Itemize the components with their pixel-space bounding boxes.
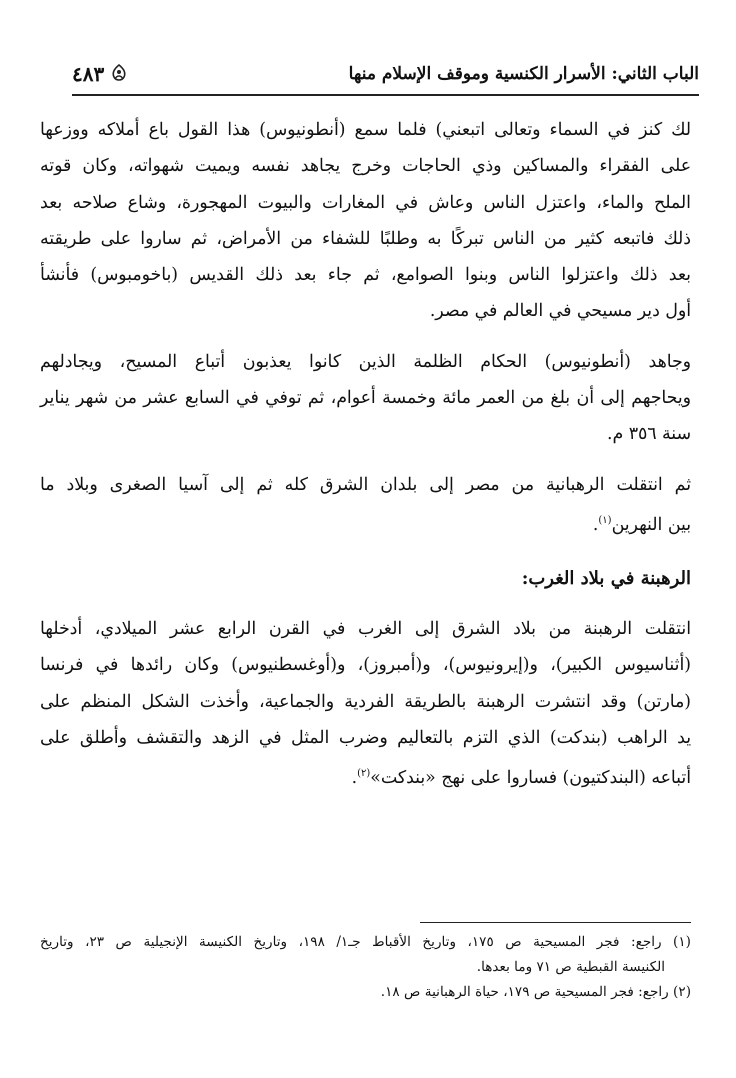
text-line: سنة ٣٥٦ م.	[607, 424, 691, 445]
text-line: ثم انتقلت الرهبانية من مصر إلى بلدان الشرق كله ثم إلى آسيا الصغرى وبلاد ما	[40, 474, 691, 495]
text-line: لك كنز في السماء وتعالى اتبعني) فلما سمع (أنطونيوس) هذا القول باع أملاكه ووزعها	[40, 120, 691, 140]
footnote-1	[40, 930, 691, 980]
text-line	[40, 503, 691, 543]
section-heading: الرهبنة في بلاد الغرب:	[521, 568, 691, 590]
paragraph-2	[40, 344, 691, 453]
page-number: ٤٨٣	[72, 62, 105, 86]
paragraph-4	[40, 611, 691, 796]
paragraph-1	[40, 112, 691, 330]
text-line: (أثناسيوس الكبير)، و(إيرونيوس)، و(أمبروز)، و(أوغسطنيوس) وكان رائدها في فرنسا	[40, 655, 691, 676]
text-line: يد الراهب (بندكت) الذي التزم بالتعاليم وضرب المثل في الزهد والتقشف وأطلق على	[40, 727, 691, 748]
punctuation: .	[592, 514, 599, 535]
text-line: بعد ذلك واعتزلوا الناس وبنوا الصوامع، ثم جاء بعد ذلك القديس (باخومبوس) فأنشأ	[40, 265, 691, 286]
text-line: الملح والماء، واعتزل الناس وعاش في المغارات والبيوت المهجورة، وشاع صلاحه بعد	[40, 192, 691, 213]
text-line: وجاهد (أنطونيوس) الحكام الظلمة الذين كانوا يعذبون أتباع المسيح، ويجادلهم	[40, 351, 691, 372]
text-line: ويحاجهم إلى أن بلغ من العمر مائة وخمسة أعوام، ثم توفي في السابع عشر من شهر يناير	[40, 388, 691, 409]
footnotes	[40, 930, 691, 1005]
header-divider	[72, 94, 699, 96]
text-line: ذلك فاتبعه كثير من الناس تبركًا به وطلبًا للشفاء من الأمراض، ثم ساروا على طريقته	[40, 228, 691, 249]
text-segment: بين النهرين	[611, 514, 691, 535]
footnote-line: الكنيسة القبطية ص ٧١ وما بعدها.	[476, 959, 665, 975]
text-line: على الفقراء والمساكين وذي الحاجات وخرج يجاهد نفسه ويميت شهواته، وكان قوته	[40, 156, 691, 177]
main-text	[40, 112, 691, 796]
footnote-ref: (٢)	[357, 768, 371, 780]
text-segment: أتباعه (البندكتيون) فساروا على نهج «بندكت»	[370, 767, 691, 788]
footnote-2	[40, 980, 691, 1005]
footnote-divider	[420, 922, 691, 923]
chapter-title: الباب الثاني: الأسرار الكنسية وموقف الإسلام منها	[348, 64, 699, 84]
footnote-ref: (١)	[598, 514, 612, 526]
punctuation: .	[351, 767, 358, 788]
page-number-block	[72, 62, 130, 86]
ornament-icon	[108, 63, 130, 85]
text-line: أول دير مسيحي في العالم في مصر.	[429, 301, 691, 322]
page-header	[72, 54, 699, 94]
text-line: (مارتن) وقد انتشرت الرهبنة بالطريقة الفردية والجماعية، وأخذت الشكل المنظم على	[40, 691, 691, 712]
text-line	[40, 756, 691, 796]
footnote-line: (٢) راجع: فجر المسيحية ص ١٧٩، حياة الرهبانية ص ١٨.	[380, 984, 691, 1000]
text-line: انتقلت الرهبنة من بلاد الشرق إلى الغرب في القرن الرابع عشر الميلادي، أدخلها	[40, 619, 691, 640]
footnote-line: (١) راجع: فجر المسيحية ص ١٧٥، وتاريخ الأقباط جـ١/ ١٩٨، وتاريخ الكنيسة الإنجيلية ص ٢٣، وتاريخ	[40, 934, 691, 950]
paragraph-3	[40, 467, 691, 543]
